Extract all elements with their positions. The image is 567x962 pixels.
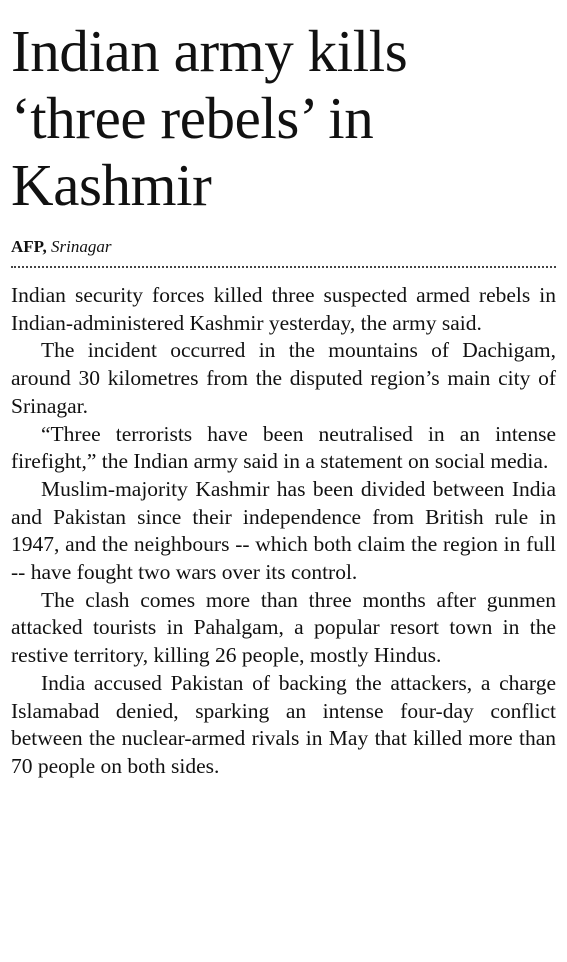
- paragraph-2: The incident occurred in the mountains of Dachigam, around 30 kilometres from the disputed region’s main city of Srinagar.: [11, 338, 556, 418]
- paragraph-3: “Three terrorists have been neutralised in an intense firefight,” the Indian army said in a statement on social media.: [11, 421, 556, 474]
- byline: [11, 237, 556, 257]
- paragraph-1: Indian security forces killed three suspected armed rebels in Indian-administered Kashmir yesterday, the army said.: [11, 283, 556, 335]
- paragraph-4: Muslim-majority Kashmir has been divided between India and Pakistan since their independence from British rule in 1947, and the neighbours -- which both claim the region in full -- have fought two wars over its control.: [11, 476, 556, 585]
- headline: Indian army kills ‘three rebels’ in Kashmir: [11, 18, 408, 218]
- paragraph-6: India accused Pakistan of backing the attackers, a charge Islamabad denied, sparking an intense four-day conflict between the nuclear-armed rivals in May that killed more than 70 people on both sides.: [11, 670, 556, 778]
- byline-location: Srinagar: [51, 237, 112, 256]
- article-body: [11, 282, 556, 781]
- byline-agency: AFP,: [11, 237, 47, 256]
- dotted-divider: [11, 266, 556, 268]
- news-article: [11, 18, 556, 781]
- paragraph-5: The clash comes more than three months after gunmen attacked tourists in Pahalgam, a popular resort town in the restive territory, killing 26 people, mostly Hindus.: [11, 587, 556, 668]
